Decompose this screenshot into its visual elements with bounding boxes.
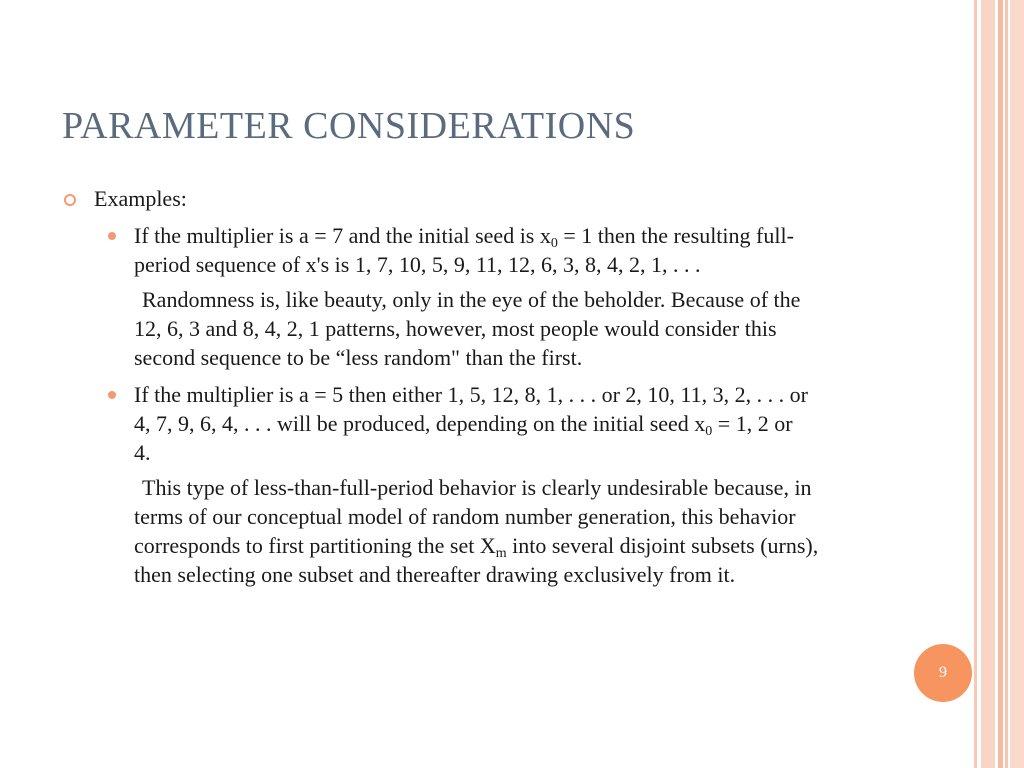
page-number-badge [914,644,972,702]
subscript-m: m [495,546,507,561]
bullet-example-1 [64,221,814,279]
stripe [974,0,977,768]
subscript-0: 0 [550,236,558,251]
bullet-example-2 [64,380,814,467]
page-number: 9 [939,664,947,681]
hollow-bullet-icon [64,194,76,206]
slide-body [64,184,894,597]
stripe [998,0,1003,768]
stripe [1010,0,1024,768]
note-2 [64,473,824,589]
note-1 [64,285,824,372]
bullet2-text-a: If the multiplier is a = 5 then either 1, 5, 12, 8, 1, . . . or 2, 10, 11, 3, 2, . . . or 4, 7, 9, 6, 4, . . . will be produced, depending on the initial seed x [134,382,808,436]
subscript-0: 0 [705,424,713,439]
bullet2-text-b: = 1, 2 or 4. [134,411,793,465]
stripe [981,0,995,768]
bullet1-text-a: If the multiplier is a = 7 and the initial seed is x [134,223,551,248]
bullet1-text-b: = 1 then the resulting full-period sequence of x's is 1, 7, 10, 5, 9, 11, 12, 6, 3, 8, 4, 2, 1, . . . [134,223,794,277]
decorative-stripes [974,0,1024,768]
bullet-examples [64,184,894,213]
filled-bullet-icon [108,232,116,240]
slide-title: PARAMETER CONSIDERATIONS [62,105,636,147]
filled-bullet-icon [108,391,116,399]
stripe [1005,0,1008,768]
note1-text: Randomness is, like beauty, only in the eye of the beholder. Because of the 12, 6, 3 and 8, 4, 2, 1 patterns, however, most people would consider this second sequence to be “less random" than the first. [134,287,801,370]
examples-label: Examples: [94,186,187,211]
note2-text-a: This type of less-than-full-period behavior is clearly undesirable because, in terms of our conceptual model of random number generation, this behavior corresponds to first partitioning the set X [134,475,812,558]
note2-text-b: into several disjoint subsets (urns), then selecting one subset and thereafter drawing exclusively from it. [134,533,819,587]
